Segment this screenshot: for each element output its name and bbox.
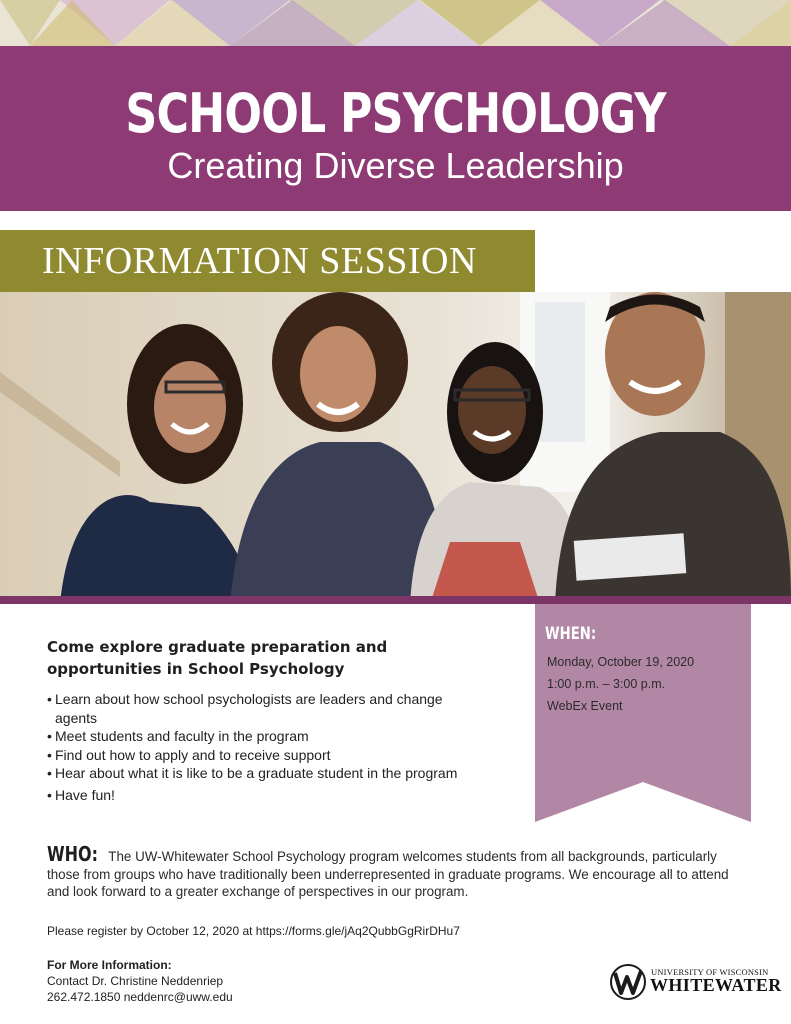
logo-university-text: UNIVERSITY OF WISCONSIN — [651, 967, 769, 977]
page-subtitle: Creating Diverse Leadership — [167, 145, 624, 186]
students-photo — [0, 292, 791, 604]
bullet-icon: • — [47, 691, 52, 707]
who-label: WHO: — [47, 842, 99, 866]
intro-heading — [47, 636, 477, 680]
when-label: WHEN: — [545, 624, 597, 644]
list-item: • Learn about how school psychologists are leaders and change agents — [47, 691, 443, 726]
who-paragraph — [47, 842, 747, 901]
when-ribbon — [535, 604, 751, 822]
photo-divider — [0, 596, 791, 604]
list-item: • Hear about what it is like to be a graduate student in the program — [47, 765, 458, 781]
logo-whitewater-text: WHITEWATER — [650, 975, 782, 995]
list-item: • Have fun! — [47, 786, 115, 803]
uw-whitewater-logo-icon — [610, 963, 646, 1001]
header-band — [0, 46, 791, 211]
event-date: Monday, October 19, 2020 — [547, 655, 695, 669]
event-location: WebEx Event — [547, 699, 623, 713]
intro-line-1: Come explore graduate preparation and — [47, 638, 388, 656]
top-decorative-pattern — [0, 0, 791, 46]
session-banner — [0, 230, 535, 292]
bullet-icon: • — [47, 728, 52, 744]
more-info-heading: For More Information: — [47, 958, 172, 972]
contact-phone-email: 262.472.1850 neddenrc@uww.edu — [47, 990, 233, 1004]
session-banner-text: INFORMATION SESSION — [42, 240, 477, 282]
more-info — [47, 957, 233, 1005]
list-item: • Find out how to apply and to receive support — [47, 746, 331, 763]
bullet-icon: • — [47, 765, 52, 781]
contact-name: Contact Dr. Christine Neddenriep — [47, 974, 224, 988]
bullet-icon: • — [47, 786, 52, 803]
event-time: 1:00 p.m. – 3:00 p.m. — [547, 677, 666, 691]
page-title: SCHOOL PSYCHOLOGY — [125, 82, 666, 145]
group-of-four-students-photo-icon — [0, 292, 791, 604]
list-item: • Meet students and faculty in the program — [47, 728, 309, 744]
who-text: The UW-Whitewater School Psychology program welcomes students from all backgrounds, particularly those from groups who have traditionally been underrepresented in graduate programs. We encourage all to attend and look forward to a greater exchange of perspectives in our program. — [47, 849, 729, 899]
bullet-icon: • — [47, 746, 52, 763]
university-logo — [610, 963, 782, 1003]
intro-line-2: opportunities in School Psychology — [47, 660, 345, 678]
benefits-list — [47, 690, 487, 804]
register-text: Please register by October 12, 2020 at https://forms.gle/jAq2QubbGgRirDHu7 — [47, 924, 460, 938]
